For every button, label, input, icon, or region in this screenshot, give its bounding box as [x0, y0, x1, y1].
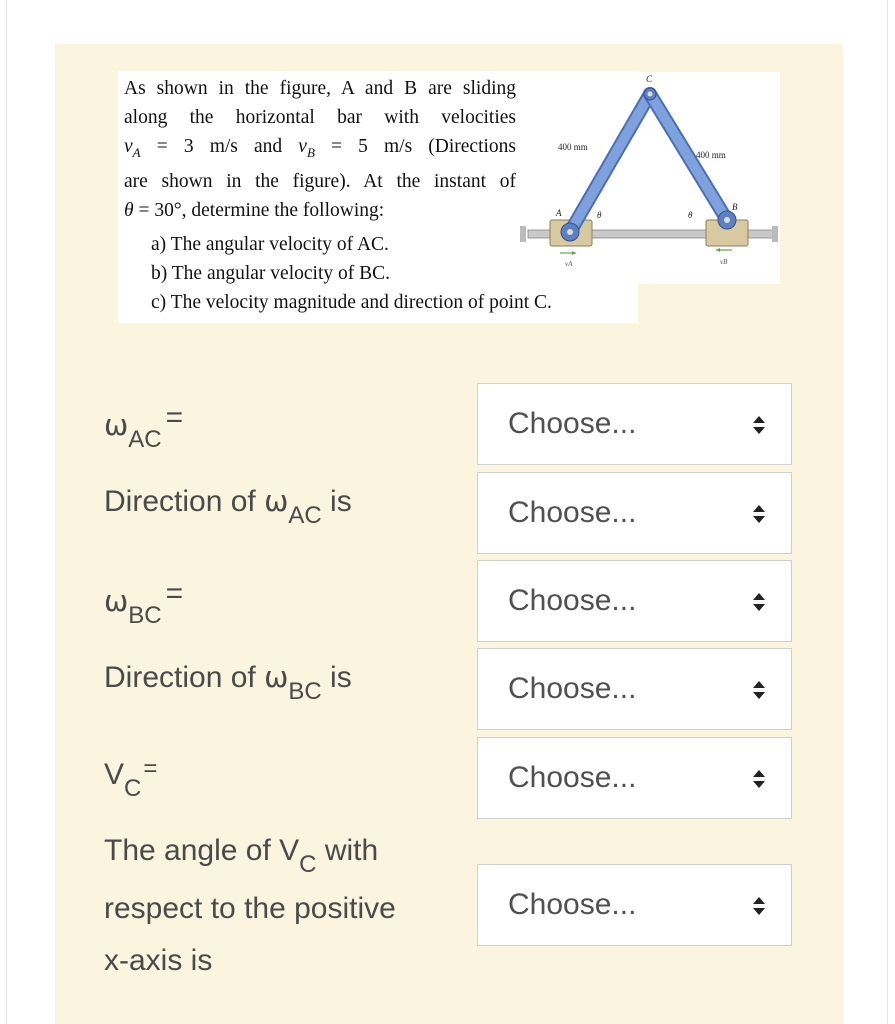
angle-vc-label-line-2: respect to the positive: [104, 892, 396, 925]
select-updown-icon: [753, 681, 765, 699]
va-symbol: v: [124, 136, 133, 157]
vc-label: [104, 746, 157, 806]
label-length-bc: 400 mm: [696, 150, 726, 160]
part-a: a) The angular velocity of AC.: [151, 234, 389, 255]
omega-ac-label: [104, 396, 183, 457]
label-theta-b: θ: [688, 210, 693, 220]
select-placeholder: Choose...: [508, 761, 637, 794]
equals-sign: =: [143, 755, 158, 782]
pin-c-center: [648, 92, 653, 97]
theta-rest: = 30°, determine the following:: [133, 199, 385, 221]
direction-omega-ac-select[interactable]: [477, 472, 792, 554]
equals-sign: =: [165, 401, 184, 434]
label-length-ac: 400 mm: [558, 142, 588, 152]
bar-end-right: [772, 226, 778, 242]
problem-parts: [151, 230, 552, 317]
label-vb: vB: [720, 258, 728, 266]
angle-prefix: The angle of: [104, 834, 280, 867]
pin-b-center: [724, 217, 730, 223]
select-placeholder: Choose...: [508, 672, 637, 705]
va-arrowhead: [572, 251, 576, 255]
direction-omega-ac-label: [104, 472, 352, 533]
vb-subscript: B: [306, 144, 315, 160]
omega-symbol: ω: [264, 484, 289, 518]
select-updown-icon: [753, 505, 765, 523]
direction-prefix: Direction of: [104, 485, 265, 518]
select-placeholder: Choose...: [508, 496, 637, 529]
vb-symbol: v: [298, 136, 307, 157]
label-c: C: [646, 74, 653, 84]
part-c: c) The velocity magnitude and direction of point C.: [151, 292, 552, 313]
equals-sign: =: [165, 577, 184, 610]
angle-vc-label-line-3: x-axis is: [104, 944, 213, 977]
va-subscript: A: [132, 144, 141, 160]
angle-vc-select[interactable]: [477, 864, 792, 946]
select-placeholder: Choose...: [508, 888, 637, 921]
omega-bc-select[interactable]: [477, 560, 792, 642]
omega-symbol: ω: [264, 660, 289, 694]
vc-symbol: V: [104, 758, 125, 791]
omega-subscript: AC: [128, 426, 162, 453]
va-value: = 3 m/s and: [140, 136, 299, 157]
label-va: vA: [565, 260, 573, 268]
omega-ac-select[interactable]: [477, 383, 792, 465]
vc-select[interactable]: [477, 737, 792, 819]
select-updown-icon: [753, 897, 765, 915]
omega-subscript: BC: [288, 678, 322, 705]
omega-subscript: BC: [128, 602, 162, 629]
direction-omega-bc-select[interactable]: [477, 648, 792, 730]
angle-vc-label-line-1: [104, 822, 378, 882]
omega-subscript: AC: [288, 502, 322, 529]
pin-a-center: [567, 229, 573, 235]
theta-symbol: θ: [124, 199, 134, 221]
select-placeholder: Choose...: [508, 407, 637, 440]
vc-symbol: V: [279, 834, 300, 867]
label-theta-a: θ: [597, 210, 602, 220]
omega-symbol: ω: [104, 584, 129, 618]
direction-prefix: Direction of: [104, 661, 265, 694]
select-placeholder: Choose...: [508, 584, 637, 617]
part-b: b) The angular velocity of BC.: [151, 263, 390, 284]
angle-with: with: [316, 834, 379, 867]
bar-end-left: [520, 226, 526, 242]
vc-subscript: C: [299, 851, 317, 878]
linkage-figure: [520, 72, 778, 282]
label-a: A: [556, 208, 562, 218]
direction-suffix: is: [321, 661, 352, 694]
label-b: B: [732, 202, 738, 212]
omega-symbol: ω: [104, 408, 129, 442]
problem-line-1: As shown in the figure, A and B are sliding: [124, 78, 516, 99]
problem-line-2: along the horizontal bar with velocities: [124, 107, 516, 128]
vb-arrowhead: [716, 248, 720, 252]
problem-line-4: are shown in the figure). At the instant of: [124, 170, 516, 192]
omega-bc-label: [104, 572, 183, 633]
problem-line-5: [124, 196, 516, 225]
direction-suffix: is: [321, 485, 352, 518]
problem-line-3: [124, 132, 516, 167]
select-updown-icon: [753, 770, 765, 788]
link-ac-highlight: [570, 94, 650, 232]
problem-statement: [124, 74, 516, 225]
direction-omega-bc-label: [104, 648, 352, 709]
select-updown-icon: [753, 416, 765, 434]
vc-subscript: C: [124, 775, 142, 802]
vb-value: = 5 m/s (Directions: [314, 136, 516, 157]
select-updown-icon: [753, 593, 765, 611]
